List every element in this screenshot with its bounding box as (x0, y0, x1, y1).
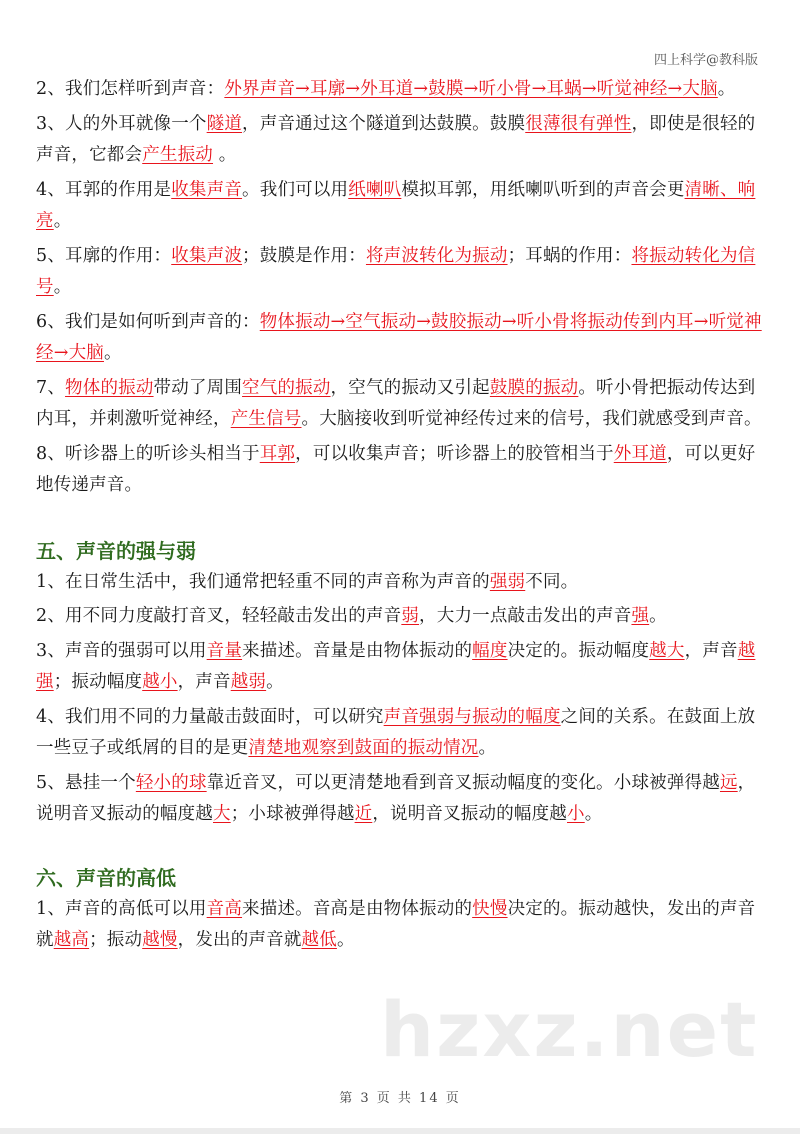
answer-highlight: 纸喇叭 (348, 179, 402, 200)
item-text: 8、听诊器上的听诊头相当于 (36, 443, 260, 464)
item-text: 。 (717, 79, 736, 99)
answer-highlight: 收集声音 (171, 179, 243, 200)
list-item (36, 702, 764, 765)
answer-highlight: 越强 (36, 640, 756, 692)
answer-highlight: 空气的振动 (242, 377, 331, 398)
item-text: ，发出的声音就 (177, 930, 302, 950)
answer-highlight: 隧道 (206, 113, 243, 134)
item-text: ，说明音叉振动的幅度越 (372, 804, 568, 824)
item-text: 来描述。音量是由物体振动的 (242, 640, 473, 661)
watermark: hzxz.net (380, 985, 759, 1074)
item-text: ，可以更好地传递声音。 (36, 443, 756, 495)
answer-highlight: 音量 (206, 640, 243, 661)
answer-highlight: 音高 (206, 898, 243, 919)
answer-highlight: 外耳道 (613, 443, 667, 464)
item-text: ，声音 (684, 640, 738, 661)
answer-highlight: 近 (354, 804, 373, 824)
item-text: 。我们可以用 (242, 179, 349, 200)
page-number: 第 3 页 共 14 页 (339, 1091, 461, 1106)
item-text: ；小球被弹得越 (230, 804, 355, 824)
list-item (36, 439, 764, 502)
section-title-6: 六、声音的高低 (36, 865, 176, 890)
answer-highlight: 快慢 (472, 898, 508, 919)
item-text: 。大脑接收到听觉神经传过来的信号，我们就感受到声音。 (301, 409, 762, 429)
item-text: 4、我们用不同的力量敲击鼓面时，可以研究 (36, 706, 384, 727)
section6-items (36, 894, 764, 957)
list-item (36, 567, 764, 599)
item-text: ，空气的振动又引起 (330, 377, 490, 398)
answer-highlight: 产生振动 (142, 145, 214, 165)
list-item (36, 241, 764, 304)
item-text: 。听小骨把振动传达到内耳，并刺激听觉神经， (36, 377, 756, 429)
item-text: 。 (584, 804, 603, 824)
item-text: 2、我们怎样听到声音： (36, 79, 225, 99)
item-text: ，声音通过这个隧道到达鼓膜。鼓膜 (242, 113, 526, 134)
item-text: 靠近音叉，可以更清楚地看到音叉振动幅度的变化。小球被弹得越 (206, 772, 720, 793)
answer-highlight: 强 (631, 606, 650, 626)
item-text: 带动了周围 (153, 377, 243, 398)
answer-highlight: 越低 (301, 930, 337, 950)
list-item (36, 175, 764, 238)
list-item (36, 373, 764, 436)
item-text: 1、在日常生活中，我们通常把轻重不同的声音称为声音的 (36, 571, 490, 592)
list-item (36, 74, 764, 106)
item-text: 。 (53, 211, 72, 231)
list-item (36, 601, 764, 633)
answer-highlight: 越慢 (142, 930, 178, 950)
item-text: 。 (266, 672, 284, 692)
item-text: 不同。 (525, 571, 579, 592)
answer-highlight: 收集声波 (171, 245, 243, 266)
answer-highlight: 外界声音→耳廓→外耳道→鼓膜→听小骨→耳蜗→听觉神经→大脑 (224, 79, 718, 99)
answer-highlight: 越小 (142, 672, 178, 692)
answer-highlight: 轻小的球 (135, 772, 207, 793)
item-text: 3、声音的强弱可以用 (36, 640, 207, 661)
answer-highlight: 物体振动→空气振动→鼓胶振动→听小骨将振动传到内耳→听觉神经→大脑 (36, 311, 762, 363)
item-text: 决定的。振动幅度 (507, 640, 650, 661)
item-text: 4、耳郭的作用是 (36, 179, 172, 200)
item-text: 。 (649, 606, 667, 626)
item-text: 。 (53, 277, 72, 297)
header-tag: 四上科学@教科版 (653, 53, 758, 68)
item-text: ；振动幅度 (53, 672, 143, 692)
item-text: 3、人的外耳就像一个 (36, 113, 207, 134)
answer-highlight: 强弱 (489, 571, 526, 592)
item-text: 5、耳廓的作用： (36, 245, 172, 266)
item-text: 决定的。振动越快，发出的声音就 (36, 898, 756, 950)
answer-highlight: 越大 (649, 640, 685, 661)
item-text: 。 (336, 930, 355, 950)
item-text: 7、 (36, 377, 66, 398)
answer-highlight: 清晰、响亮 (36, 179, 756, 231)
answer-highlight: 越高 (53, 930, 90, 950)
item-text: ；振动 (89, 930, 143, 950)
item-text: 6、我们是如何听到声音的： (36, 311, 260, 332)
item-text: 5、悬挂一个 (36, 772, 136, 793)
item-text: ；鼓膜是作用： (242, 245, 366, 266)
answer-highlight: 产生信号 (230, 409, 302, 429)
item-text: ，声音 (177, 672, 231, 692)
answer-highlight: 很薄很有弹性 (525, 113, 632, 134)
answer-highlight: 将声波转化为振动 (365, 245, 508, 266)
answer-highlight: 越弱 (230, 672, 267, 692)
item-text: 之间的关系。在鼓面上放一些豆子或纸屑的目的是更 (36, 706, 756, 758)
item-text: ；耳蜗的作用： (507, 245, 632, 266)
answer-highlight: 鼓膜的振动 (489, 377, 579, 398)
list-item (36, 307, 764, 370)
item-text: ，可以收集声音；听诊器上的胶管相当于 (295, 443, 614, 464)
answer-highlight: 幅度 (472, 640, 508, 661)
document-content (36, 74, 764, 960)
list-item (36, 109, 764, 172)
answer-highlight: 远 (719, 772, 738, 793)
answer-highlight: 清楚地观察到鼓面的振动情况 (248, 738, 479, 758)
answer-highlight: 小 (567, 804, 585, 824)
answer-highlight: 物体的振动 (65, 377, 154, 398)
item-text: 来描述。音高是由物体振动的 (242, 898, 473, 919)
page-edge (0, 1128, 800, 1134)
list-item (36, 636, 764, 699)
list-item (36, 768, 764, 831)
answer-highlight: 弱 (401, 606, 420, 626)
item-text: ，即使是很轻的声音，它都会 (36, 113, 756, 165)
items-prev (36, 74, 764, 502)
answer-highlight: 耳郭 (259, 443, 296, 464)
item-text: 模拟耳郭，用纸喇叭听到的声音会更 (401, 179, 685, 200)
item-text: 1、声音的高低可以用 (36, 898, 207, 919)
item-text: 。 (103, 343, 122, 363)
item-text: ，大力一点敲击发出的声音 (419, 606, 632, 626)
item-text: ，说明音叉振动的幅度越 (36, 772, 756, 824)
answer-highlight: 声音强弱与振动的幅度 (383, 706, 561, 727)
item-text: 。 (213, 145, 237, 165)
answer-highlight: 大 (213, 804, 231, 824)
section5-items (36, 567, 764, 831)
answer-highlight: 将振动转化为信号 (36, 245, 756, 297)
item-text: 。 (478, 738, 497, 758)
item-text: 2、用不同力度敲打音叉，轻轻敲击发出的声音 (36, 606, 402, 626)
section-title-5: 五、声音的强与弱 (36, 538, 196, 563)
list-item (36, 894, 764, 957)
